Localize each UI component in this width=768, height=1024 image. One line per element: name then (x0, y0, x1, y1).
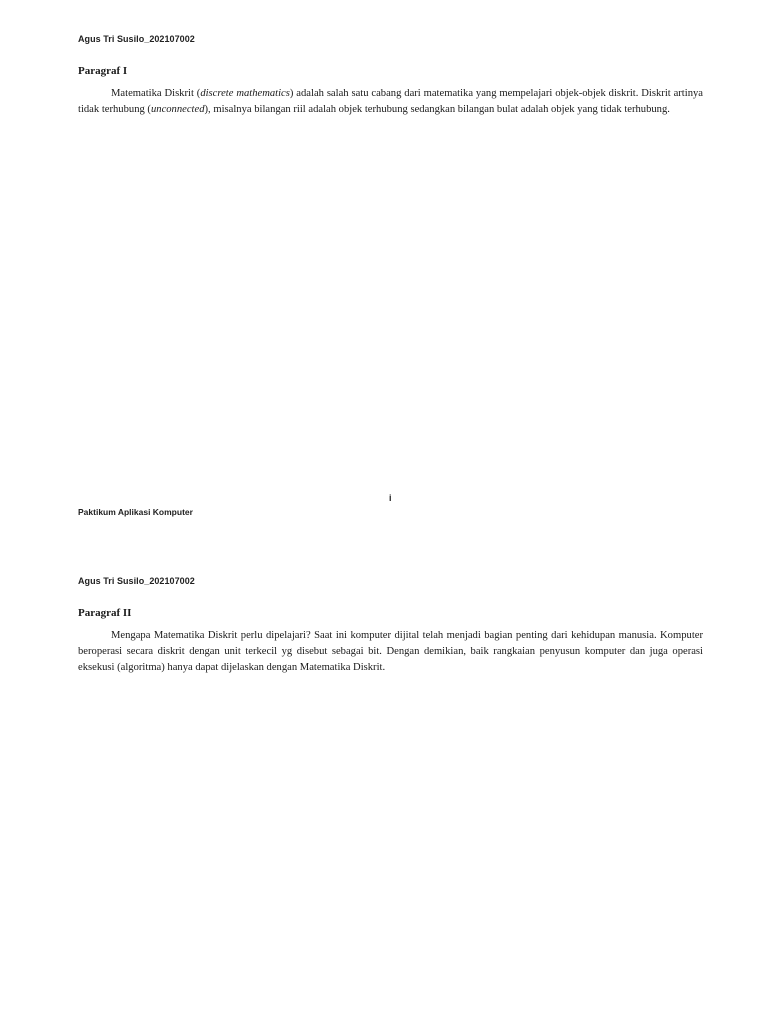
paragraph-body (78, 86, 703, 118)
paragraph-heading: Paragraf I (78, 65, 128, 77)
page-header: Agus Tri Susilo_202107002 (78, 576, 195, 586)
page-footer: Paktikum Aplikasi Komputer (78, 507, 193, 517)
document-page-2 (0, 540, 768, 1024)
paragraph-body (78, 628, 703, 676)
text-run: Matematika Diskrit ( (111, 88, 201, 99)
italic-term: discrete mathematics (200, 88, 290, 99)
text-run: ) adalah salah satu cabang dari matematika yang mempelajari objek-objek diskrit. Diskrit artinya tidak terhubung ( (78, 88, 703, 115)
text-run: ), misalnya bilangan riil adalah objek terhubung sedangkan bilangan bulat adalah objek yang tidak terhubung. (204, 104, 670, 115)
page-header: Agus Tri Susilo_202107002 (78, 34, 195, 44)
paragraph-heading: Paragraf II (78, 607, 132, 619)
text-run: Mengapa Matematika Diskrit perlu dipelajari? Saat ini komputer dijital telah menjadi bagian penting dari kehidupan manusia. Komputer beroperasi secara diskrit dengan unit terkecil yg disebut sebagai bit. Dengan demikian, baik rangkaian penyusun komputer dan juga operasi eksekusi (algoritma) hanya dapat dijelaskan dengan Matematika Diskrit. (78, 630, 703, 673)
italic-term: unconnected (150, 104, 205, 115)
page-number: i (389, 493, 392, 503)
